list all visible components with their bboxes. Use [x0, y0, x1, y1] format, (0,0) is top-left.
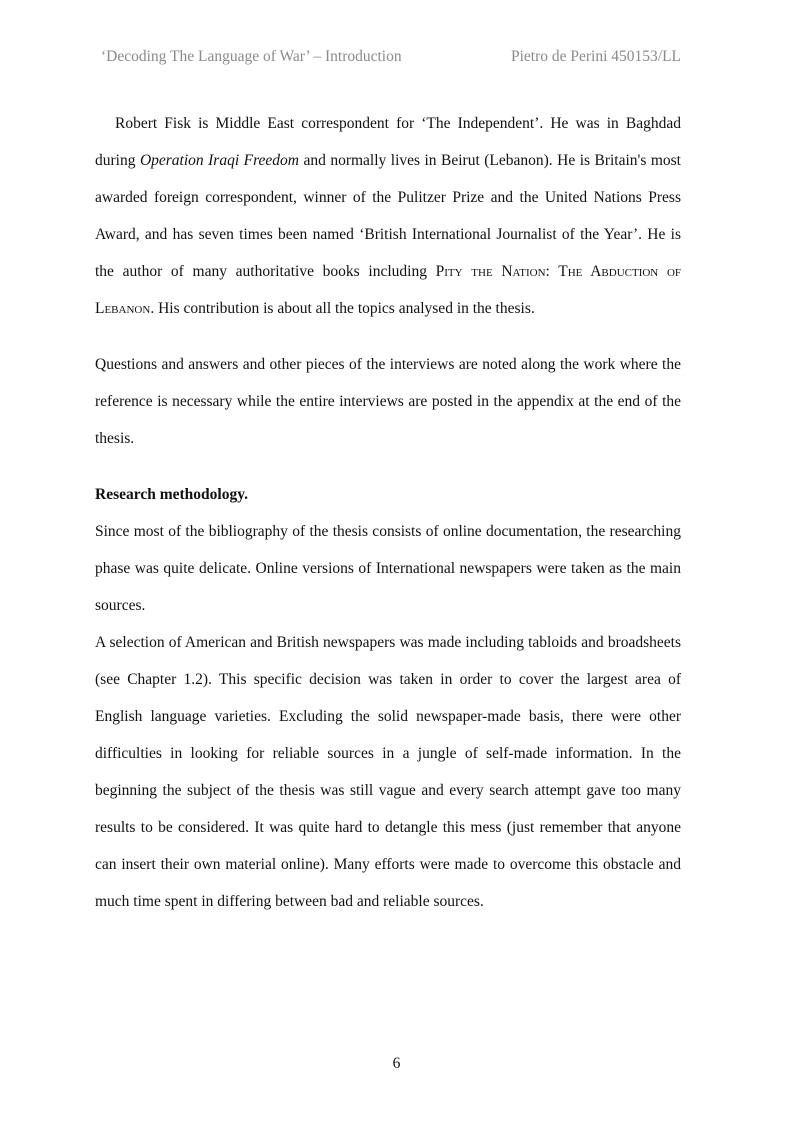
paragraph-fisk-part1: Robert Fisk is Middle East correspondent for ‘The Independent’. He was in Baghdad during [95, 115, 681, 169]
paragraph-bibliography: Since most of the bibliography of the thesis consists of online documentation, the researching phase was quite delicate. Online versions of International newspapers were taken as the main sources. [95, 523, 681, 614]
header-title: ‘Decoding The Language of War’ – Introduction [101, 48, 402, 65]
paragraph-fisk-part3: . His contribution is about all the topics analysed in the thesis. [150, 300, 535, 317]
page-number: 6 [392, 1055, 401, 1072]
body-text [95, 105, 681, 920]
paragraph-interviews: Questions and answers and other pieces of the interviews are noted along the work where the reference is necessary while the entire interviews are posted in the appendix at the end of the thesis. [95, 356, 681, 447]
paragraph-fisk-part2: and normally lives in Beirut (Lebanon). He is Britain's most awarded foreign correspondent, winner of the Pulitzer Prize and the United Nations Press Award, and has seven times been named ‘British International Journalist of the Year’. He is the author of many authoritative books including [95, 152, 681, 280]
operation-name: Operation Iraqi Freedom [139, 152, 299, 169]
book-title: Pity the Nation: The Abduction of Lebanon [95, 263, 682, 317]
paragraph-fisk [95, 105, 681, 327]
paragraph-selection: A selection of American and British newspapers was made including tabloids and broadsheets (see Chapter 1.2). This specific decision was taken in order to cover the largest area of English language varieties. Excluding the solid newspaper-made basis, there were other difficulties in looking for reliable sources in a jungle of self-made information. In the beginning the subject of the thesis was still vague and every search attempt gave too many results to be considered. It was quite hard to detangle this mess (just remember that anyone can insert their own material online). Many efforts were made to overcome this obstacle and much time spent in differing between bad and reliable sources. [95, 634, 681, 910]
header-author: Pietro de Perini 450153/LL [510, 48, 681, 65]
section-heading: Research methodology. [95, 486, 248, 503]
